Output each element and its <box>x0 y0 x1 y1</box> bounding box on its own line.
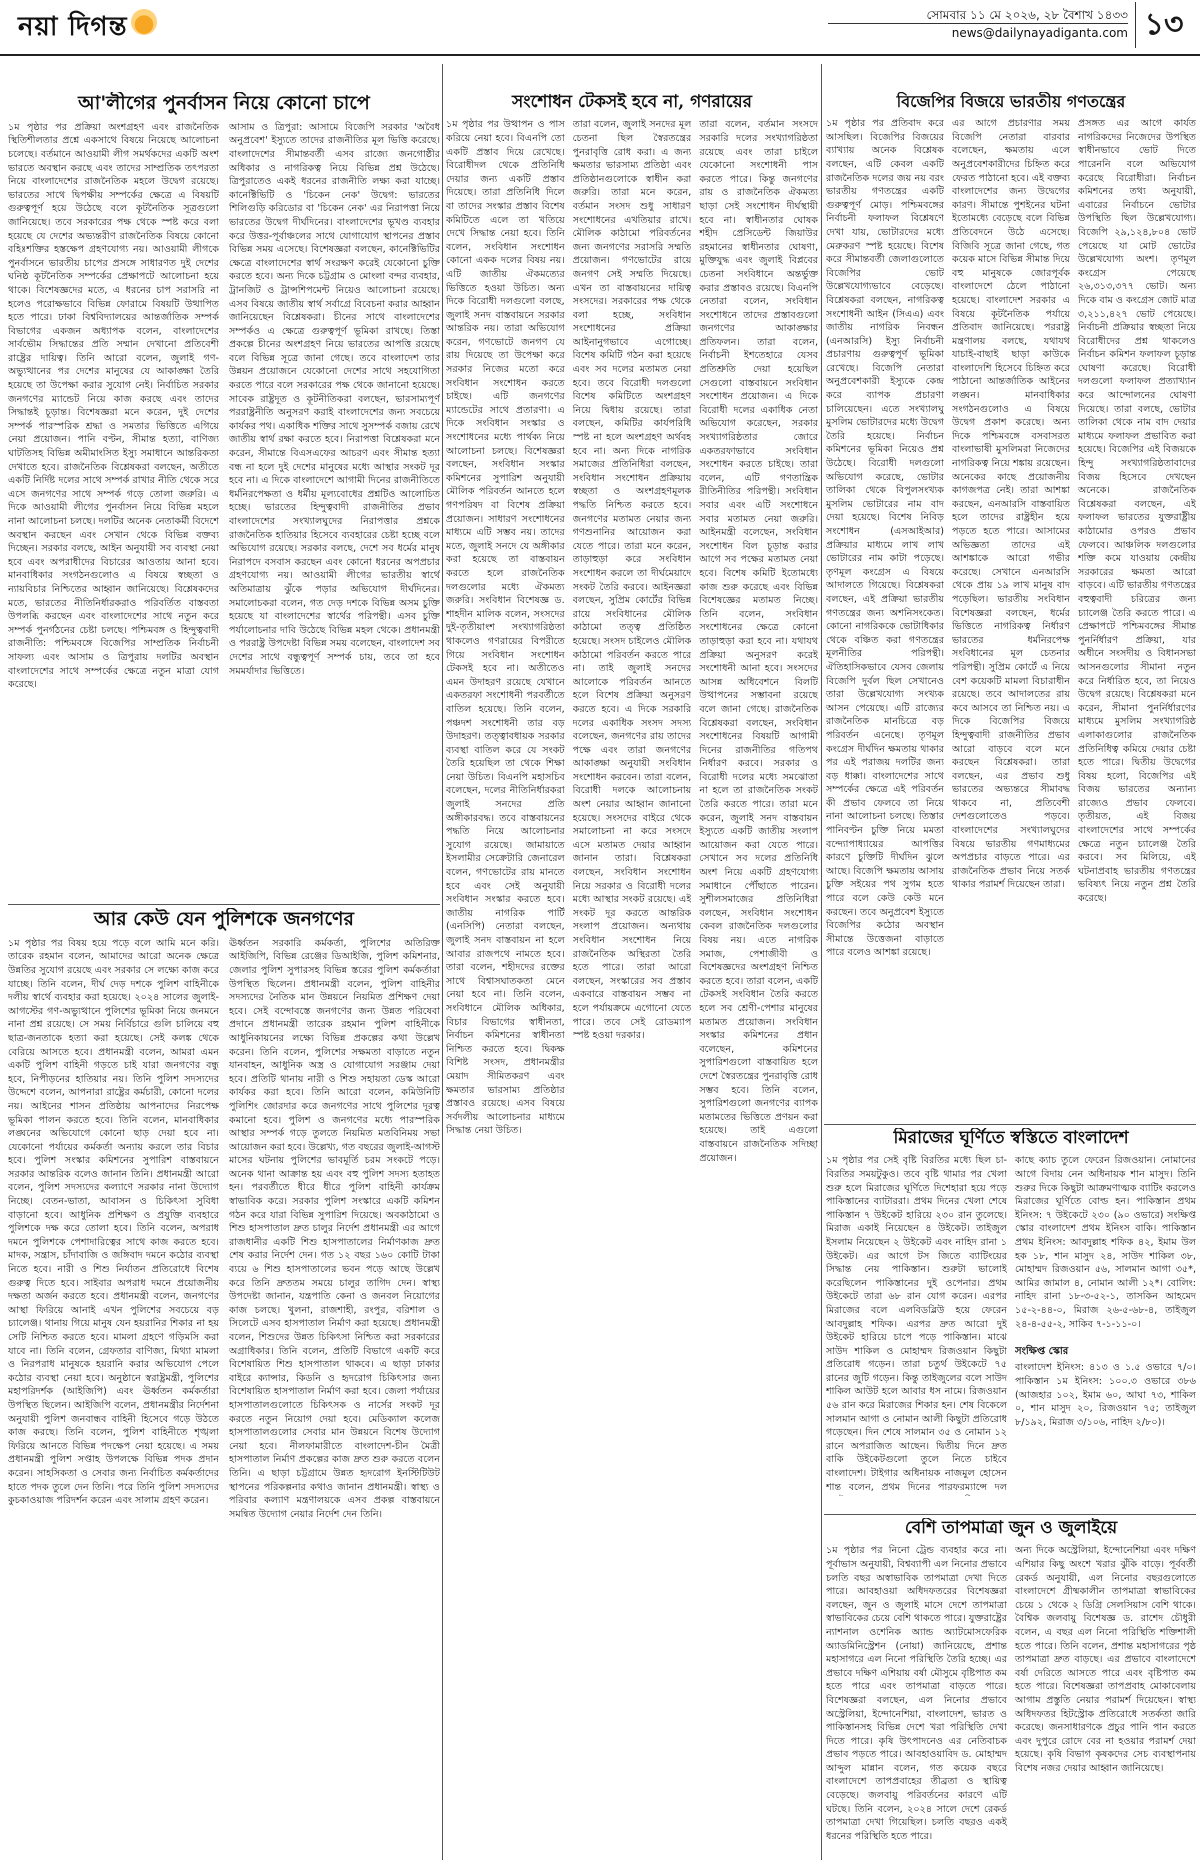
article-heat <box>826 1518 1196 1860</box>
sun-icon <box>131 9 157 35</box>
article-cricket <box>826 1128 1196 1510</box>
article-bjp <box>826 92 1196 1122</box>
headline: বেশি তাপমাত্রা জুন ও জুলাইয়ে <box>904 1518 1118 1538</box>
article-column-text: কাছে ক্যাচ তুলে ফেরেন রিজওয়ান। নোমানের আগে বিদায় নেন অধিনায়ক শান মাসুদ। তিনি শুরুর দিকে কিছুটা আক্রমণাত্মক ব্যাটিং করলেও মিরাজের ঘূর্ণিতে বোল্ড হন। পাকিস্তান প্রথম ইনিংস: ৭ উইকেটে ২৩০ (৯০ ওভারে) সংক্ষিপ্ত স্কোর বাংলাদেশ প্রথম ইনিংস বাকি। পাকিস্তান প্রথম ইনিংস: আবদুল্লাহ শফিক ৪২, ইমাম উল হক ১৮, শান মাসুদ ২৪, সাউদ শাকিল ৩৮, মোহাম্মদ রিজওয়ান ৫৬, সালমান আগা ৩৫*, আমির জামাল ৪, নোমান আলী ১২*। বোলিং: নাহিদ রানা ১৮-৩-৫২-১, তাসকিন আহমেদ ১৫-২-৪৪-০, মিরাজ ২৬-৫-৬৮-৪, তাইজুল ২৪-৪-৫৫-২, সাকিব ৭-১-১১-০। <box>1015 1155 1196 1330</box>
article-column: ১ম পৃষ্ঠার পর নিনো ট্রেন্ড ব্যবহার করে না। পূর্বাভাস অনুযায়ী, বিশ্বব্যাপী এল নিনোর প্রভাবে চলতি বছর অস্বাভাবিক তাপমাত্রা দেখা দিতে পারে। আবহাওয়া অধিদফতরের বিশেষজ্ঞরা বলছেন, জুন ও জুলাই মাসে দেশে তাপমাত্রা স্বাভাবিকের চেয়ে বেশি থাকতে পারে। যুক্তরাষ্ট্রের ন্যাশনাল ওশেনিক অ্যান্ড অ্যাটমোসফেরিক অ্যাডমিনিস্ট্রেশন (নোয়া) জানিয়েছে, প্রশান্ত মহাসাগরে এল নিনো পরিস্থিতি তৈরি হচ্ছে। এর প্রভাবে দক্ষিণ এশিয়ায় বর্ষা মৌসুমে বৃষ্টিপাত কম হতে পারে এবং তাপমাত্রা বাড়তে পারে। বিশেষজ্ঞরা বলছেন, এল নিনোর প্রভাবে অস্ট্রেলিয়া, ইন্দোনেশিয়া, বাংলাদেশ, ভারত ও পাকিস্তানসহ বিভিন্ন দেশে খরা পরিস্থিতি দেখা দিতে পারে। কৃষি উৎপাদনেও এর নেতিবাচক প্রভাব পড়তে পারে। আবহাওয়াবিদ ড. মোহাম্মদ আব্দুল মান্নান বলেন, গত কয়েক বছরে বাংলাদেশে তাপপ্রবাহের তীব্রতা ও স্থায়িত্ব বেড়েছে। জলবায়ু পরিবর্তনের কারণে এটি ঘটছে। তিনি বলেন, ২০২৪ সালে দেশে রেকর্ড তাপমাত্রা দেখা গিয়েছিল। চলতি বছরও একই ধরনের পরিস্থিতি হতে পারে। <box>826 1545 1007 1842</box>
headline: বিজেপির বিজয়ে ভারতীয় গণতন্ত্রের <box>896 92 1126 111</box>
article-column: ১ম পৃষ্ঠার পর সেই বৃষ্টি বিরতির মধ্যে ছিল চা-বিরতির সময়টুকুও। তবে বৃষ্টি থামার পর খেলা শুরু হলে মিরাজের ঘূর্ণিতে দিশেহারা হয়ে পড়ে পাকিস্তানের ব্যাটাররা। প্রথম দিনের খেলা শেষে পাকিস্তান ৭ উইকেট হারিয়ে ২৩০ রান তুলেছে। মিরাজ একাই নিয়েছেন ৪ উইকেট। তাইজুল ইসলাম নিয়েছেন ২ উইকেট এবং নাহিদ রানা ১ উইকেট। এর আগে টস জিতে ব্যাটিংয়ের সিদ্ধান্ত নেয় পাকিস্তান। শুরুটা ভালোই করেছিলেন পাকিস্তানের দুই ওপেনার। প্রথম উইকেটে তারা ৬৮ রান যোগ করেন। এরপর মিরাজের বলে এলবিডব্লিউ হয়ে ফেরেন আবদুল্লাহ শফিক। এরপর দ্রুত আরো দুই উইকেট হারিয়ে চাপে পড়ে পাকিস্তান। মাঝে সাউদ শাকিল ও মোহাম্মদ রিজওয়ান কিছুটা প্রতিরোধ গড়েন। তারা চতুর্থ উইকেটে ৭৫ রানের জুটি গড়েন। কিন্তু তাইজুলের বলে সাউদ শাকিল আউট হলে আবার ধস নামে। রিজওয়ান ৫৬ রান করে মিরাজের শিকার হন। শেষ বিকেলে সালমান আগা ও নোমান আলী কিছুটা প্রতিরোধ গড়েছেন। দিন শেষে সালমান ৩৫ ও নোমান ১২ রানে অপরাজিত আছেন। দ্বিতীয় দিনে দ্রুত বাকি উইকেটগুলো তুলে নিতে চাইবে বাংলাদেশ। টাইগার অধিনায়ক নাজমুল হোসেন শান্ত বলেন, প্রথম দিনের পারফরম্যান্সে দল <box>826 1155 1007 1493</box>
article-column: তারা বলেন, জুলাই সনদের মূল চেতনা ছিল স্বৈরতন্ত্রের পুনরাবৃত্তি রোধ করা। এ জন্য ক্ষমতার ভারসাম্য প্রতিষ্ঠা এবং প্রতিষ্ঠানগুলোকে স্বাধীন করা জরুরি। তারা মনে করেন, বর্তমান সংসদ শুধু সাধারণ সংশোধনের এখতিয়ার রাখে। মৌলিক কাঠামো পরিবর্তনের জন্য জনগণের সরাসরি সম্মতি প্রয়োজন। গণভোটের রায়ে জনগণ সেই সম্মতি দিয়েছে। এখন তা বাস্তবায়নের দায়িত্ব সংসদের। সরকারের পক্ষ থেকে বলা হচ্ছে, সংবিধান সংশোধনের প্রক্রিয়া আইনানুগভাবে এগোচ্ছে। বিশেষ কমিটি গঠন করা হয়েছে এবং সব দলের মতামত নেয়া হবে। তবে বিরোধী দলগুলো বিশেষ কমিটিতে অংশগ্রহণ নিয়ে দ্বিধায় রয়েছে। তারা বলছেন, কমিটির কার্যপরিধি স্পষ্ট না হলে অংশগ্রহণ অর্থবহ হবে না। অন্য দিকে নাগরিক সমাজের প্রতিনিধিরা বলছেন, সংবিধান সংশোধন প্রক্রিয়ায় স্বচ্ছতা ও অংশগ্রহণমূলক পদ্ধতি নিশ্চিত করতে হবে। জনগণের মতামত নেয়ার জন্য গণশুনানির আয়োজন করা যেতে পারে। তারা মনে করেন, তাড়াহুড়া করে সংবিধান সংশোধন করলে তা দীর্ঘমেয়াদে সংকট তৈরি করবে। আইনজ্ঞরা বলছেন, সুপ্রিম কোর্টের বিভিন্ন রায়ে সংবিধানের মৌলিক কাঠামো তত্ত্ব প্রতিষ্ঠিত হয়েছে। সংসদ চাইলেও মৌলিক কাঠামো পরিবর্তন করতে পারে না। তাই জুলাই সনদের আলোকে পরিবর্তন আনতে হলে বিশেষ প্রক্রিয়া অনুসরণ করতে হবে। এ দিকে সরকারি দলের একাধিক সংসদ সদস্য বলেছেন, জনগণের রায় তাদের পক্ষে এবং তারা জনগণের আকাঙ্ক্ষা অনুযায়ী সংবিধান সংশোধন করবেন। তারা বলেন, বিরোধী দলকে আলোচনায় অংশ নেয়ার আহ্বান জানানো হয়েছে। সংসদের বাইরে থেকে সমালোচনা না করে সংসদে এসে মতামত দেয়ার আহ্বান জানান তারা। বিশ্লেষকরা বলছেন, সংবিধান সংশোধন নিয়ে সরকার ও বিরোধী দলের মধ্যে আস্থার সংকট রয়েছে। এই সংকট দূর করতে আন্তরিক সংলাপ প্রয়োজন। অন্যথায় সংবিধান সংশোধন নিয়ে রাজনৈতিক অস্থিরতা তৈরি হতে পারে। তারা আরো বলছেন, সংস্কারের সব প্রস্তাব একবারে বাস্তবায়ন সম্ভব না হলে পর্যায়ক্রমে এগোনো যেতে পারে। তবে সেই রোডম্যাপ স্পষ্ট হওয়া দরকার। <box>572 119 692 1042</box>
column-divider <box>442 64 443 1860</box>
header-info <box>927 6 1128 42</box>
scorecard-title: সংক্ষিপ্ত স্কোর <box>1015 1346 1069 1358</box>
contact-email[interactable]: news@dailynayadiganta.com <box>951 26 1128 40</box>
headline: সংশোধন টেকসই হবে না, গণরায়ের <box>512 92 752 112</box>
article-column: ১ম পৃষ্ঠার পর প্রক্রিয়া অংশগ্রহণ এবং রাজনৈতিক স্থিতিশীলতার প্রশ্নে একসাথে বিষয়ে নিয়েছে আলোচনা চলেছে। বর্তমানে আওয়ামী লীগ সমর্থকদের একটি অংশ ভারতে অবস্থান করছে এবং তাদের সাম্প্রতিক তৎপরতা নিয়ে বাংলাদেশের রাজনৈতিক মহলে উদ্বেগ রয়েছে। ভারতের সাথে দ্বিপক্ষীয় সম্পর্কের ক্ষেত্রে এ বিষয়টি গুরুত্বপূর্ণ হয়ে উঠেছে বলে কূটনৈতিক সূত্রগুলো জানিয়েছে। তবে সরকারের পক্ষ থেকে স্পষ্ট করে বলা হয়েছে যে দেশের অভ্যন্তরীণ রাজনৈতিক বিষয়ে কোনো বহিঃশক্তির হস্তক্ষেপ গ্রহণযোগ্য নয়। আওয়ামী লীগকে পুনর্বাসনে ভারতীয় চাপের প্রসঙ্গে সাধারণত দুই দেশের ঘনিষ্ঠ কূটনৈতিক সম্পর্কের প্রেক্ষাপটে আলোচনা হয়ে থাকে। বিশেষজ্ঞদের মতে, এ ধরনের চাপ সরাসরি না হলেও পরোক্ষভাবে বিভিন্ন ফোরামে বিষয়টি উত্থাপিত হতে পারে। ঢাকা বিশ্ববিদ্যালয়ের আন্তর্জাতিক সম্পর্ক বিভাগের একজন অধ্যাপক বলেন, বাংলাদেশের সার্বভৌম সিদ্ধান্তের প্রতি সম্মান দেখানো প্রতিবেশী রাষ্ট্রের দায়িত্ব। তিনি আরো বলেন, জুলাই গণ-অভ্যুত্থানের পর দেশের মানুষের যে আকাঙ্ক্ষা তৈরি হয়েছে তা উপেক্ষা করার সুযোগ নেই। নির্বাচিত সরকার জনগণের ম্যান্ডেট নিয়ে কাজ করছে এবং তাদের সিদ্ধান্তই চূড়ান্ত। বিশেষজ্ঞরা মনে করেন, দুই দেশের সম্পর্ক পারস্পরিক শ্রদ্ধা ও সমতার ভিত্তিতে এগিয়ে নেয়া প্রয়োজন। পানি বণ্টন, সীমান্ত হত্যা, বাণিজ্য ঘাটতিসহ বিভিন্ন অমীমাংসিত ইস্যু সমাধানে আন্তরিকতা দেখাতে হবে। রাজনৈতিক বিশ্লেষকরা বলছেন, অতীতে একটি নির্দিষ্ট দলের সাথে সম্পর্ক রাখার নীতি থেকে সরে এসে জনগণের সাথে সম্পর্ক গড়ে তোলা জরুরি। এ দিকে আওয়ামী লীগের পুনর্বাসন নিয়ে বিভিন্ন মহলে নানা আলোচনা চলছে। দলটির অনেক নেতাকর্মী বিদেশে অবস্থান করছেন এবং সেখান থেকে বিভিন্ন বক্তব্য দিচ্ছেন। সরকার বলছে, আইন অনুযায়ী সব ব্যবস্থা নেয়া হবে এবং অপরাধীদের বিচারের আওতায় আনা হবে। মানবাধিকার সংগঠনগুলোও এ বিষয়ে স্বচ্ছতা ও ন্যায়বিচার নিশ্চিতের আহ্বান জানিয়েছে। বিশ্লেষকদের মতে, ভারতের নীতিনির্ধারকরাও পরিবর্তিত বাস্তবতা উপলব্ধি করছেন এবং বাংলাদেশের সাথে নতুন করে সম্পর্ক পুনর্গঠনের চেষ্টা চলছে। পশ্চিমবঙ্গ ও হিন্দুত্ববাদী রাজনীতি: পশ্চিমবঙ্গে বিজেপির সাম্প্রতিক নির্বাচনী সাফল্য এবং আসাম ও ত্রিপুরায় দলটির অবস্থান বাংলাদেশের সাথে সম্পর্কের ক্ষেত্রে নতুন মাত্রা যোগ করেছে। <box>8 121 219 691</box>
article-column: আসাম ও ত্রিপুরা: আসামে বিজেপি সরকার 'অবৈধ অনুপ্রবেশ' ইস্যুতে তাদের রাজনীতির মূল ভিত্তি করেছে। বাংলাদেশের সীমান্তবর্তী এসব রাজ্যে জনগোষ্ঠীর অধিকার ও নাগরিকত্ব নিয়ে বিভিন্ন প্রশ্ন উঠেছে। ত্রিপুরাতেও একই ধরনের রাজনীতি লক্ষ্য করা যাচ্ছে। কানেক্টিভিটি ও 'চিকেন নেক' উদ্বেগ: ভারতের শিলিগুড়ি করিডোর বা 'চিকেন নেক' এর নিরাপত্তা নিয়ে ভারতের উদ্বেগ দীর্ঘদিনের। বাংলাদেশের ভূখণ্ড ব্যবহার করে উত্তর-পূর্বাঞ্চলের সাথে যোগাযোগ স্থাপনের প্রস্তাব বিভিন্ন সময় এসেছে। বিশেষজ্ঞরা বলছেন, কানেক্টিভিটির ক্ষেত্রে বাংলাদেশের স্বার্থ সংরক্ষণ করেই যেকোনো চুক্তি করতে হবে। অন্য দিকে চট্টগ্রাম ও মোংলা বন্দর ব্যবহার, ট্রানজিট ও ট্রান্সশিপমেন্ট নিয়েও আলোচনা রয়েছে। এসব বিষয়ে জাতীয় স্বার্থ সর্বাগ্রে বিবেচনা করার আহ্বান জানিয়েছেন বিশ্লেষকরা। চীনের সাথে বাংলাদেশের সম্পর্কও এ ক্ষেত্রে গুরুত্বপূর্ণ ভূমিকা রাখছে। তিস্তা প্রকল্পে চীনের অংশগ্রহণ নিয়ে ভারতের আপত্তি রয়েছে বলে বিভিন্ন সূত্রে জানা গেছে। তবে বাংলাদেশ তার উন্নয়ন প্রয়োজনে যেকোনো দেশের সাথে সহযোগিতা করতে পারে বলে সরকারের পক্ষ থেকে জানানো হয়েছে। সাবেক রাষ্ট্রদূত ও কূটনীতিকরা বলছেন, ভারসাম্যপূর্ণ পররাষ্ট্রনীতি অনুসরণ করাই বাংলাদেশের জন্য সবচেয়ে কার্যকর পথ। একাধিক শক্তির সাথে সুসম্পর্ক বজায় রেখে জাতীয় স্বার্থ রক্ষা করতে হবে। নিরাপত্তা বিশ্লেষকরা মনে করেন, সীমান্তে বিএসএফের আচরণ এবং সীমান্ত হত্যা বন্ধ না হলে দুই দেশের মানুষের মধ্যে আস্থার সংকট দূর হবে না। এ দিকে বাংলাদেশে আগামী দিনের রাজনীতিতে ধর্মনিরপেক্ষতা ও ধর্মীয় মূল্যবোধের প্রশ্নটিও আলোচিত হচ্ছে। ভারতের হিন্দুত্ববাদী রাজনীতির প্রভাব বাংলাদেশের সংখ্যালঘুদের নিরাপত্তার প্রশ্নকে রাজনৈতিক হাতিয়ার হিসেবে ব্যবহারের চেষ্টা হচ্ছে বলে অভিযোগ রয়েছে। সরকার বলছে, দেশে সব ধর্মের মানুষ নিরাপদে বসবাস করছেন এবং কোনো ধরনের অপপ্রচার গ্রহণযোগ্য নয়। আওয়ামী লীগের ভারতীয় স্বার্থে অতিমাত্রায় ঝুঁকে পড়ার অভিযোগ দীর্ঘদিনের। সমালোচকরা বলেন, গত দেড় দশকে বিভিন্ন অসম চুক্তি হয়েছে যা বাংলাদেশের স্বার্থের পরিপন্থী। এসব চুক্তি পর্যালোচনার দাবি উঠেছে বিভিন্ন মহল থেকে। প্রধানমন্ত্রী ও পররাষ্ট্র উপদেষ্টা বিভিন্ন সময় বলেছেন, বাংলাদেশ সব দেশের সাথে বন্ধুত্বপূর্ণ সম্পর্ক চায়, তবে তা হবে সমমর্যাদার ভিত্তিতে। <box>229 121 440 677</box>
masthead-rule <box>0 54 1200 56</box>
section-divider <box>824 1514 1196 1515</box>
page-number: ১৩ <box>1135 2 1192 48</box>
headline: আ'লীগের পুনর্বাসন নিয়ে কোনো চাপে <box>78 92 370 114</box>
article-police <box>8 908 440 1860</box>
article-awami-league <box>8 92 440 902</box>
masthead <box>0 0 1200 60</box>
article-column: ঊর্ধ্বতন সরকারি কর্মকর্তা, পুলিশের অতিরিক্ত আইজিপি, বিভিন্ন রেঞ্জের ডিআইজি, পুলিশ কমিশনার, জেলার পুলিশ সুপারসহ বিভিন্ন স্তরের পুলিশ কর্মকর্তারা উপস্থিত ছিলেন। প্রধানমন্ত্রী বলেন, পুলিশ বাহিনীর সদস্যদের নৈতিক মান উন্নয়নে নিয়মিত প্রশিক্ষণ দেয়া হবে। সেই বন্দোবস্তে জনগণের জন্য উন্নত পরিষেবা প্রদানে প্রধানমন্ত্রী তারেক রহমান পুলিশ বাহিনীকে আধুনিকায়নের লক্ষ্যে বিভিন্ন প্রকল্পের কথা উল্লেখ করেন। তিনি বলেন, পুলিশের সক্ষমতা বাড়াতে নতুন যানবাহন, আধুনিক অস্ত্র ও যোগাযোগ সরঞ্জাম দেয়া হবে। প্রতিটি থানায় নারী ও শিশু সহায়তা ডেস্ক আরো কার্যকর করা হবে। তিনি আরো বলেন, কমিউনিটি পুলিশিং জোরদার করে জনগণের সাথে পুলিশের দূরত্ব কমানো হবে। পুলিশ ও জনগণের মধ্যে পারস্পরিক আস্থার সম্পর্ক গড়ে তুলতে নিয়মিত মতবিনিময় সভা আয়োজন করা হবে। উল্লেখ্য, গত বছরের জুলাই-আগস্ট মাসের ঘটনায় পুলিশের ভাবমূর্তি চরম সংকটে পড়ে। অনেক থানা আক্রান্ত হয় এবং বহু পুলিশ সদস্য হতাহত হন। পরবর্তীতে ধীরে ধীরে পুলিশ বাহিনী কার্যক্রম স্বাভাবিক করে। সরকার পুলিশ সংস্কারে একটি কমিশন গঠন করে যারা বিভিন্ন সুপারিশ দিয়েছে। অবকাঠামো ও শিশু হাসপাতাল দ্রুত চালুর নির্দেশ প্রধানমন্ত্রী এর আগে রাজধানীর একটি শিশু হাসপাতালের নির্মাণকাজ দ্রুত শেষ করার নির্দেশ দেন। গত ১২ বছর ১৬০ কোটি টাকা ব্যয়ে ৬ শিশু হাসপাতালের ভবন পড়ে আছে উল্লেখ করে তিনি দ্রুততম সময়ে চালুর তাগিদ দেন। স্বাস্থ্য উপদেষ্টা জানান, যন্ত্রপাতি কেনা ও জনবল নিয়োগের কাজ চলছে। খুলনা, রাজশাহী, রংপুর, বরিশাল ও সিলেটে এসব হাসপাতাল নির্মাণ করা হয়েছে। প্রধানমন্ত্রী বলেন, শিশুদের উন্নত চিকিৎসা নিশ্চিত করা সরকারের অগ্রাধিকার। তিনি বলেন, প্রতিটি বিভাগে একটি করে বিশেষায়িত শিশু হাসপাতাল থাকবে। এ ছাড়া ঢাকার বাইরে ক্যান্সার, কিডনি ও হৃদরোগ চিকিৎসার জন্য বিশেষায়িত হাসপাতাল নির্মাণ করা হবে। জেলা পর্যায়ের হাসপাতালগুলোতে চিকিৎসক ও নার্সের সংকট দূর করতে নতুন নিয়োগ দেয়া হবে। মেডিক্যাল কলেজ হাসপাতালগুলোর সেবার মান উন্নয়নে বিশেষ উদ্যোগ নেয়া হবে। নীলফামারীতে বাংলাদেশ-চীন মৈত্রী হাসপাতাল নির্মাণ প্রকল্পের কাজ দ্রুত শুরু করতে বলেন তিনি। এ ছাড়া চট্টগ্রামে উন্নত হৃদরোগ ইনস্টিটিউট স্থাপনের পরিকল্পনার কথাও জানান প্রধানমন্ত্রী। স্বাস্থ্য ও পরিবার কল্যাণ মন্ত্রণালয়কে এসব প্রকল্প বাস্তবায়নে সমন্বিত উদ্যোগ নেয়ার নির্দেশ দেন তিনি। <box>229 937 440 1520</box>
article-column: ১ম পৃষ্ঠার পর প্রতিবাদ করে আসছিল। বিজেপির বিজয়ের ব্যাখ্যায় অনেক বিশ্লেষক বলছেন, এটি কেবল একটি রাজনৈতিক দলের জয় নয় বরং ভারতীয় গণতন্ত্রের একটি গুরুত্বপূর্ণ মোড়। পশ্চিমবঙ্গের নির্বাচনী ফলাফল বিশ্লেষণে দেখা যায়, ভোটারদের মধ্যে মেরুকরণ স্পষ্ট হয়েছে। বিশেষ করে সীমান্তবর্তী জেলাগুলোতে বিজেপির ভোট উল্লেখযোগ্যভাবে বেড়েছে। বিশ্লেষকরা বলছেন, নাগরিকত্ব সংশোধনী আইন (সিএএ) এবং জাতীয় নাগরিক নিবন্ধন (এনআরসি) ইস্যু নির্বাচনী প্রচারণায় গুরুত্বপূর্ণ ভূমিকা রেখেছে। বিজেপি নেতারা অনুপ্রবেশকারী ইস্যুকে কেন্দ্র করে ব্যাপক প্রচারণা চালিয়েছেন। এতে সংখ্যালঘু মুসলিম ভোটারদের মধ্যে উদ্বেগ তৈরি হয়েছে। নির্বাচন কমিশনের ভূমিকা নিয়েও প্রশ্ন উঠেছে। বিরোধী দলগুলো অভিযোগ করেছে, ভোটার তালিকা থেকে বিপুলসংখ্যক মুসলিম ভোটারের নাম বাদ দেয়া হয়েছে। বিশেষ নিবিড় সংশোধন (এসআইআর) প্রক্রিয়ার মাধ্যমে লাখ লাখ ভোটারের নাম কাটা পড়েছে। তৃণমূল কংগ্রেস এ বিষয়ে আদালতে গিয়েছে। বিশ্লেষকরা বলছেন, এই প্রক্রিয়া ভারতীয় গণতন্ত্রের জন্য অশনিসংকেত। কোনো নাগরিককে ভোটাধিকার থেকে বঞ্চিত করা গণতন্ত্রের মূলনীতির পরিপন্থী। ঐতিহাসিকভাবে যেসব জেলায় বিজেপি দুর্বল ছিল সেখানেও তারা উল্লেখযোগ্য সংখ্যক আসন পেয়েছে। এটি রাজ্যের রাজনৈতিক মানচিত্রে বড় পরিবর্তন এনেছে। তৃণমূল কংগ্রেস দীর্ঘদিন ক্ষমতায় থাকার পর এই পরাজয় দলটির জন্য বড় ধাক্কা। বাংলাদেশের সাথে সম্পর্কের ক্ষেত্রে এই পরিবর্তন কী প্রভাব ফেলবে তা নিয়ে নানা আলোচনা চলছে। তিস্তার পানিবণ্টন চুক্তি নিয়ে মমতা বন্দ্যোপাধ্যায়ের আপত্তির কারণে চুক্তিটি দীর্ঘদিন ঝুলে আছে। বিজেপি ক্ষমতায় আসায় চুক্তি সইয়ের পথ সুগম হতে পারে বলে কেউ কেউ মনে করছেন। তবে অনুপ্রবেশ ইস্যুতে বিজেপির কঠোর অবস্থান সীমান্তে উত্তেজনা বাড়াতে পারে বলেও আশঙ্কা রয়েছে। <box>826 118 944 959</box>
section-divider <box>824 1124 1196 1125</box>
column-divider <box>821 64 822 1860</box>
scorecard: বাংলাদেশ ইনিংস: ৪১৩ ও ১.৫ ওভারে ৭/০। পাকিস্তান ১ম ইনিংস: ১০০.৩ ওভারে ৩৮৬ (আজহার ১০২, ইমাম ৬০, আঘা ৭৩, শাকিল ০, শান মাসুদ ২০, রিজওয়ান ৭৫; তাইজুল ৮/১৯২, মিরাজ ৩/১০৬, নাহিদ ২/৮০)। <box>1015 1362 1196 1428</box>
article-column: এর আগে প্রচারণার সময় বিজেপি নেতারা বারবার বলেছেন, ক্ষমতায় এলে অনুপ্রবেশকারীদের চিহ্নিত করে ফেরত পাঠানো হবে। এই বক্তব্য বাংলাদেশের জন্য উদ্বেগের কারণ। সীমান্তে পুশইনের ঘটনা ইতোমধ্যে বেড়েছে বলে বিভিন্ন প্রতিবেদনে উঠে এসেছে। বিজিবি সূত্রে জানা গেছে, গত কয়েক মাসে বিভিন্ন সীমান্ত দিয়ে বহু মানুষকে জোরপূর্বক বাংলাদেশে ঠেলে পাঠানো হয়েছে। বাংলাদেশ সরকার এ বিষয়ে কূটনৈতিক পর্যায়ে প্রতিবাদ জানিয়েছে। পররাষ্ট্র মন্ত্রণালয় বলছে, যথাযথ যাচাই-বাছাই ছাড়া কাউকে বাংলাদেশি হিসেবে চিহ্নিত করে পাঠানো আন্তর্জাতিক আইনের লঙ্ঘন। মানবাধিকার সংগঠনগুলোও এ বিষয়ে উদ্বেগ প্রকাশ করেছে। অন্য দিকে পশ্চিমবঙ্গে বসবাসরত বাংলাভাষী মুসলিমরা নিজেদের নাগরিকত্ব নিয়ে শঙ্কায় রয়েছেন। অনেকের কাছে প্রয়োজনীয় কাগজপত্র নেই। তারা আশঙ্কা করছেন, এনআরসি বাস্তবায়িত হলে তাদের রাষ্ট্রহীন হয়ে পড়তে হতে পারে। আসামের অভিজ্ঞতা তাদের এই আশঙ্কাকে আরো গভীর করেছে। সেখানে এনআরসি থেকে প্রায় ১৯ লাখ মানুষ বাদ পড়েছিল। ভারতীয় সংবিধান বিশেষজ্ঞরা বলছেন, ধর্মের ভিত্তিতে নাগরিকত্ব নির্ধারণ ভারতের ধর্মনিরপেক্ষ সংবিধানের মূল চেতনার পরিপন্থী। সুপ্রিম কোর্টে এ নিয়ে বেশ কয়েকটি মামলা বিচারাধীন রয়েছে। তবে আদালতের রায় কবে আসবে তা নিশ্চিত নয়। এ দিকে বিজেপির বিজয়ে হিন্দুত্ববাদী রাজনীতির প্রভাব আরো বাড়বে বলে মনে করছেন বিশ্লেষকরা। তারা বলছেন, এর প্রভাব শুধু ভারতের অভ্যন্তরে সীমাবদ্ধ থাকবে না, প্রতিবেশী দেশগুলোতেও পড়বে। বাংলাদেশের সংখ্যালঘুদের বিষয়ে ভারতীয় গণমাধ্যমের অপপ্রচার বাড়তে পারে। এর রাজনৈতিক প্রভাব নিয়ে সতর্ক থাকার পরামর্শ দিয়েছেন তারা। <box>952 118 1070 891</box>
article-column: ১ম পৃষ্ঠার পর উত্থাপন ও পাস করিয়ে নেয়া হবে। বিএনপি তো একটি প্রস্তাব দিয়ে রেখেছে। বিরোধীদল থেকে প্রতিনিধি দেয়ার জন্য একটি প্রস্তাব দিয়েছে। তারা প্রতিনিধি দিলে বা তাদের সংস্কার প্রস্তাব বিশেষ কমিটিতে এলে তা খতিয়ে দেখে সিদ্ধান্ত নেয়া হবে। তিনি বলেন, সংবিধান সংশোধন কোনো একক দলের বিষয় নয়। এটি জাতীয় ঐকমত্যের ভিত্তিতে হওয়া উচিত। অন্য দিকে বিরোধী দলগুলো বলছে, জুলাই সনদ বাস্তবায়নে সরকার আন্তরিক নয়। তারা অভিযোগ করেন, গণভোটে জনগণ যে রায় দিয়েছে তা উপেক্ষা করে সরকার নিজের মতো করে সংবিধান সংশোধন করতে চাইছে। এটি জনগণের ম্যান্ডেটের সাথে প্রতারণা। এ দিকে সংবিধান সংস্কার ও সংশোধনের মধ্যে পার্থক্য নিয়ে আলোচনা চলছে। বিশেষজ্ঞরা বলছেন, সংবিধান সংস্কার কমিশনের সুপারিশ অনুযায়ী মৌলিক পরিবর্তন আনতে হলে গণপরিষদ বা বিশেষ প্রক্রিয়া প্রয়োজন। সাধারণ সংশোধনের মাধ্যমে এটি সম্ভব নয়। তাদের মতে, জুলাই সনদে যে অঙ্গীকার করা হয়েছে তা বাস্তবায়ন করতে হলে রাজনৈতিক দলগুলোর মধ্যে ঐকমত্য জরুরি। সংবিধান বিশেষজ্ঞ ড. শাহদীন মালিক বলেন, সংসদের দুই-তৃতীয়াংশ সংখ্যাগরিষ্ঠতা থাকলেও গণরায়ের বিপরীতে গিয়ে সংবিধান সংশোধন টেকসই হবে না। অতীতেও এমন উদাহরণ রয়েছে যেখানে একতরফা সংশোধনী পরবর্তীতে বাতিল হয়েছে। তিনি বলেন, পঞ্চদশ সংশোধনী তার বড় উদাহরণ। তত্ত্বাবধায়ক সরকার ব্যবস্থা বাতিল করে যে সংকট তৈরি হয়েছিল তা থেকে শিক্ষা নেয়া উচিত। বিএনপি মহাসচিব বলেছেন, দলের নীতিনির্ধারকরা জুলাই সনদের প্রতি অঙ্গীকারবদ্ধ। তবে বাস্তবায়নের পদ্ধতি নিয়ে আলোচনার সুযোগ রয়েছে। জামায়াতে ইসলামীর সেক্রেটারি জেনারেল বলেন, গণভোটের রায় মানতে হবে এবং সেই অনুযায়ী সংবিধান সংস্কার করতে হবে। জাতীয় নাগরিক পার্টি (এনসিপি) নেতারা বলছেন, জুলাই সনদ বাস্তবায়ন না হলে আবার রাজপথে নামতে হবে। তারা বলেন, শহীদদের রক্তের সাথে বিশ্বাসঘাতকতা মেনে নেয়া হবে না। তিনি বলেন, সংবিধানে মৌলিক অধিকার, বিচার বিভাগের স্বাধীনতা, নির্বাচন কমিশনের স্বাধীনতা নিশ্চিত করতে হবে। দ্বিকক্ষ বিশিষ্ট সংসদ, প্রধানমন্ত্রীর মেয়াদ সীমিতকরণ এবং ক্ষমতার ভারসাম্য প্রতিষ্ঠার প্রস্তাবও রয়েছে। এসব বিষয়ে সর্বদলীয় আলোচনার মাধ্যমে সিদ্ধান্ত নেয়া উচিত। <box>446 119 565 1137</box>
article-column: প্রসঙ্গত এর আগে কার্যত নাগরিকদের নিজেদের উপস্থিত স্বাধীনভাবে ভোট দিতে পারেননি বলে অভিযোগ করেছে বিরোধীরা। নির্বাচন কমিশনের তথ্য অনুযায়ী, এবারের নির্বাচনে ভোটার উপস্থিতি ছিল উল্লেখযোগ্য। বিজেপি ২৯,১২৪,৮০৪ ভোট পেয়েছে যা মোট ভোটের উল্লেখযোগ্য অংশ। তৃণমূল কংগ্রেস পেয়েছে ২৬,৩১৩,৩৭৭ ভোট। অন্য দিকে বাম ও কংগ্রেস জোট মাত্র ৩,২১১,৪২৭ ভোট পেয়েছে। নির্বাচনী প্রক্রিয়ার স্বচ্ছতা নিয়ে বিরোধীদের প্রশ্ন থাকলেও নির্বাচন কমিশন ফলাফল চূড়ান্ত ঘোষণা করেছে। বিরোধী দলগুলো ফলাফল প্রত্যাখ্যান করে আন্দোলনের ঘোষণা দিয়েছে। তারা বলছে, ভোটার তালিকা থেকে নাম বাদ দেয়ার মাধ্যমে ফলাফল প্রভাবিত করা হয়েছে। বিজেপির এই বিজয়কে হিন্দু সংখ্যাগরিষ্ঠতাবাদের বিজয় হিসেবে দেখছেন অনেকে। রাজনৈতিক বিশ্লেষকরা বলছেন, এই ফলাফল ভারতের যুক্তরাষ্ট্রীয় কাঠামোর ওপরও প্রভাব ফেলবে। আঞ্চলিক দলগুলোর শক্তি কমে যাওয়ায় কেন্দ্রীয় সরকারের ক্ষমতা আরো বাড়বে। এটি ভারতীয় গণতন্ত্রের বহুত্ববাদী চরিত্রের জন্য চ্যালেঞ্জ তৈরি করতে পারে। এ প্রেক্ষাপটে পশ্চিমবঙ্গের সীমান্ত পুনর্নির্ধারণ প্রক্রিয়া, যার অধীনে সংসদীয় ও বিধানসভা আসনগুলোর সীমানা নতুন করে নির্ধারিত হবে, তা নিয়েও উদ্বেগ রয়েছে। বিশ্লেষকরা মনে করেন, সীমানা পুনর্নির্ধারণের মাধ্যমে মুসলিম সংখ্যাগরিষ্ঠ এলাকাগুলোর রাজনৈতিক প্রতিনিধিত্ব কমিয়ে দেয়ার চেষ্টা হতে পারে। দ্বিতীয় উদ্বেগের বিষয় হলো, বিজেপির এই বিজয় ভারতের অন্যান্য রাজ্যেও প্রভাব ফেলবে। তৃতীয়ত, এই বিজয় বাংলাদেশের সাথে সম্পর্কের ক্ষেত্রে নতুন চ্যালেঞ্জ তৈরি করবে। সব মিলিয়ে, এই ঘটনাপ্রবাহ ভারতীয় গণতন্ত্রের ভবিষ্যৎ নিয়ে নতুন প্রশ্ন তৈরি করেছে। <box>1078 118 1196 905</box>
issue-date: সোমবার ১১ মে ২০২৬, ২৮ বৈশাখ ১৪৩৩ <box>926 8 1128 22</box>
section-divider <box>8 904 440 905</box>
headline: আর কেউ যেন পুলিশকে জনগণের <box>94 908 354 930</box>
article-column: অন্য দিকে অস্ট্রেলিয়া, ইন্দোনেশিয়া এবং দক্ষিণ এশিয়ার কিছু অংশে খরার ঝুঁকি বাড়ে। পূর্ববর্তী রেকর্ড অনুযায়ী, এল নিনোর বছরগুলোতে বাংলাদেশে গ্রীষ্মকালীন তাপমাত্রা স্বাভাবিকের চেয়ে ১ থেকে ২ ডিগ্রি সেলসিয়াস বেশি থাকে। বৈশ্বিক জলবায়ু বিশেষজ্ঞ ড. রাশেদ চৌধুরী বলেন, এ বছর এল নিনো পরিস্থিতি শক্তিশালী হতে পারে। তিনি বলেন, প্রশান্ত মহাসাগরের পৃষ্ঠ তাপমাত্রা দ্রুত বাড়ছে। এর প্রভাবে বাংলাদেশে বর্ষা দেরিতে আসতে পারে এবং বৃষ্টিপাত কম হতে পারে। বিশেষজ্ঞরা তাপপ্রবাহ মোকাবেলায় আগাম প্রস্তুতি নেয়ার পরামর্শ দিয়েছেন। স্বাস্থ্য অধিদফতর হিটস্ট্রোক প্রতিরোধে সতর্কতা জারি করেছে। জনসাধারণকে প্রচুর পানি পান করতে এবং দুপুরে রোদে বের না হওয়ার পরামর্শ দেয়া হয়েছে। কৃষি বিভাগ কৃষকদের সেচ ব্যবস্থাপনায় বিশেষ নজর দেয়ার আহ্বান জানিয়েছে। <box>1015 1545 1196 1774</box>
article-column: তারা বলেন, বর্তমান সংসদে সরকারি দলের সংখ্যাগরিষ্ঠতা রয়েছে এবং তারা চাইলে যেকোনো সংশোধনী পাস করতে পারে। কিন্তু জনগণের রায় ও রাজনৈতিক ঐকমত্য ছাড়া সেই সংশোধন দীর্ঘস্থায়ী হবে না। স্বাধীনতার ঘোষক শহীদ প্রেসিডেন্ট জিয়াউর রহমানের স্বাধীনতার ঘোষণা, মুক্তিযুদ্ধ এবং জুলাই বিপ্লবের চেতনা সংবিধানে অন্তর্ভুক্ত করার প্রস্তাবও রয়েছে। বিএনপি নেতারা বলেন, সংবিধান সংশোধনে তাদের প্রস্তাবগুলো জনগণের আকাঙ্ক্ষার প্রতিফলন। তারা বলেন, নির্বাচনী ইশতেহারে যেসব প্রতিশ্রুতি দেয়া হয়েছিল সেগুলো বাস্তবায়নে সংবিধান সংশোধন প্রয়োজন। এ দিকে বিরোধী দলের একাধিক নেতা অভিযোগ করেছেন, সরকার সংখ্যাগরিষ্ঠতার জোরে একতরফাভাবে সংবিধান সংশোধন করতে চাইছে। তারা বলেন, এটি গণতান্ত্রিক রীতিনীতির পরিপন্থী। সংবিধান সবার এবং এটি সংশোধনে সবার মতামত নেয়া জরুরি। আইনমন্ত্রী বলেছেন, সংবিধান সংশোধন বিল চূড়ান্ত করার আগে সব পক্ষের মতামত নেয়া হবে। বিশেষ কমিটি ইতোমধ্যে কাজ শুরু করেছে এবং বিভিন্ন বিশেষজ্ঞের মতামত নিচ্ছে। তিনি বলেন, সংবিধান সংশোধনের ক্ষেত্রে কোনো তাড়াহুড়া করা হবে না। যথাযথ প্রক্রিয়া অনুসরণ করেই সংশোধনী আনা হবে। সংসদের আসন্ন অধিবেশনে বিলটি উত্থাপনের সম্ভাবনা রয়েছে বলে জানা গেছে। রাজনৈতিক বিশ্লেষকরা বলছেন, সংবিধান সংশোধনের বিষয়টি আগামী দিনের রাজনীতির গতিপথ নির্ধারণ করবে। সরকার ও বিরোধী দলের মধ্যে সমঝোতা না হলে তা রাজনৈতিক সংকট তৈরি করতে পারে। তারা মনে করেন, জুলাই সনদ বাস্তবায়ন ইস্যুতে একটি জাতীয় সংলাপ আয়োজন করা যেতে পারে। সেখানে সব দলের প্রতিনিধি অংশ নিয়ে একটি গ্রহণযোগ্য সমাধানে পৌঁছাতে পারেন। সুশীলসমাজের প্রতিনিধিরা বলছেন, সংবিধান সংশোধন কেবল রাজনৈতিক দলগুলোর বিষয় নয়। এতে নাগরিক সমাজ, পেশাজীবী ও বিশেষজ্ঞদের অংশগ্রহণ নিশ্চিত করতে হবে। তারা বলেন, একটি টেকসই সংবিধান তৈরি করতে হলে সব শ্রেণী-পেশার মানুষের মতামত প্রয়োজন। সংবিধান সংস্কার কমিশনের প্রধান বলেছেন, কমিশনের সুপারিশগুলো বাস্তবায়িত হলে দেশে স্বৈরতন্ত্রের পুনরাবৃত্তি রোধ সম্ভব হবে। তিনি বলেন, সুপারিশগুলো জনগণের ব্যাপক মতামতের ভিত্তিতে প্রণয়ন করা হয়েছে। তাই এগুলো বাস্তবায়নে রাজনৈতিক সদিচ্ছা প্রয়োজন। <box>699 119 818 1164</box>
article-column: ১ম পৃষ্ঠার পর বিষয় হয়ে পড়ে বলে আমি মনে করি। তারেক রহমান বলেন, আমাদের আরো অনেক ক্ষেত্রে উন্নতির সুযোগ রয়েছে এবং সরকার সে লক্ষ্যে কাজ করে যাচ্ছে। তিনি বলেন, দীর্ঘ দেড় দশকে পুলিশ বাহিনীকে দলীয় স্বার্থে ব্যবহার করা হয়েছে। ২০২৪ সালের জুলাই-আগস্টের গণ-অভ্যুত্থানে পুলিশের ভূমিকা নিয়ে জনমনে নানা প্রশ্ন রয়েছে। সে সময় নির্বিচারে গুলি চালিয়ে বহু ছাত্র-জনতাকে হত্যা করা হয়েছে। সেই কলঙ্ক থেকে বেরিয়ে আসতে হবে। প্রধানমন্ত্রী বলেন, আমরা এমন একটি পুলিশ বাহিনী গড়তে চাই যারা জনগণের বন্ধু হবে, নিপীড়নের হাতিয়ার নয়। তিনি পুলিশ সদস্যদের উদ্দেশে বলেন, আপনারা রাষ্ট্রের কর্মচারী, কোনো দলের নয়। আইনের শাসন প্রতিষ্ঠায় আপনাদের নিরপেক্ষ ভূমিকা পালন করতে হবে। তিনি বলেন, মানবাধিকার লঙ্ঘনের অভিযোগে কোনো ছাড় দেয়া হবে না। যেকোনো পর্যায়ের কর্মকর্তা অন্যায় করলে তার বিচার হবে। পুলিশ সংস্কার কমিশনের সুপারিশ বাস্তবায়নে সরকার আন্তরিক বলেও জানান তিনি। প্রধানমন্ত্রী আরো বলেন, পুলিশ সদস্যদের কল্যাণে সরকার নানা উদ্যোগ নিচ্ছে। বেতন-ভাতা, আবাসন ও চিকিৎসা সুবিধা বাড়ানো হবে। আধুনিক প্রশিক্ষণ ও প্রযুক্তি ব্যবহারে পুলিশকে দক্ষ করে তোলা হবে। তিনি বলেন, অপরাধ দমনে পুলিশকে পেশাদারিত্বের সাথে কাজ করতে হবে। মাদক, সন্ত্রাস, চাঁদাবাজি ও জঙ্গিবাদ দমনে কঠোর ব্যবস্থা নিতে হবে। নারী ও শিশু নির্যাতন প্রতিরোধে বিশেষ গুরুত্ব দিতে হবে। সাইবার অপরাধ দমনে প্রয়োজনীয় দক্ষতা অর্জন করতে হবে। প্রধানমন্ত্রী বলেন, জনগণের আস্থা ফিরিয়ে আনাই এখন পুলিশের সবচেয়ে বড় চ্যালেঞ্জ। থানায় গিয়ে মানুষ যেন হয়রানির শিকার না হয় সেটি নিশ্চিত করতে হবে। মামলা গ্রহণে গড়িমসি করা যাবে না। তিনি বলেন, গ্রেফতার বাণিজ্য, মিথ্যা মামলা ও নিরপরাধ মানুষকে হয়রানি করার অভিযোগ পেলে কঠোর ব্যবস্থা নেয়া হবে। অনুষ্ঠানে স্বরাষ্ট্রমন্ত্রী, পুলিশের মহাপরিদর্শক (আইজিপি) এবং ঊর্ধ্বতন কর্মকর্তারা উপস্থিত ছিলেন। আইজিপি বলেন, প্রধানমন্ত্রীর নির্দেশনা অনুযায়ী পুলিশ জনবান্ধব বাহিনী হিসেবে গড়ে উঠতে কাজ করছে। তিনি বলেন, পুলিশ বাহিনীতে শৃঙ্খলা ফিরিয়ে আনতে বিভিন্ন পদক্ষেপ নেয়া হয়েছে। এ সময় প্রধানমন্ত্রী পুলিশ সপ্তাহ উপলক্ষে বিভিন্ন পদক প্রদান করেন। সাহসিকতা ও সেবার জন্য নির্বাচিত কর্মকর্তাদের হাতে পদক তুলে দেন তিনি। পরে তিনি পুলিশ সদস্যদের কুচকাওয়াজ পরিদর্শন করেন এবং সালাম গ্রহণ করেন। <box>8 937 219 1507</box>
newspaper-logo[interactable] <box>18 8 157 48</box>
article-constitution <box>446 92 818 1860</box>
logo-text: নয়া দিগন্ত <box>18 12 128 42</box>
headline: মিরাজের ঘূর্ণিতে স্বস্তিতে বাংলাদেশ <box>893 1128 1129 1148</box>
article-column <box>1015 1154 1196 1496</box>
header-divider <box>828 23 1128 24</box>
